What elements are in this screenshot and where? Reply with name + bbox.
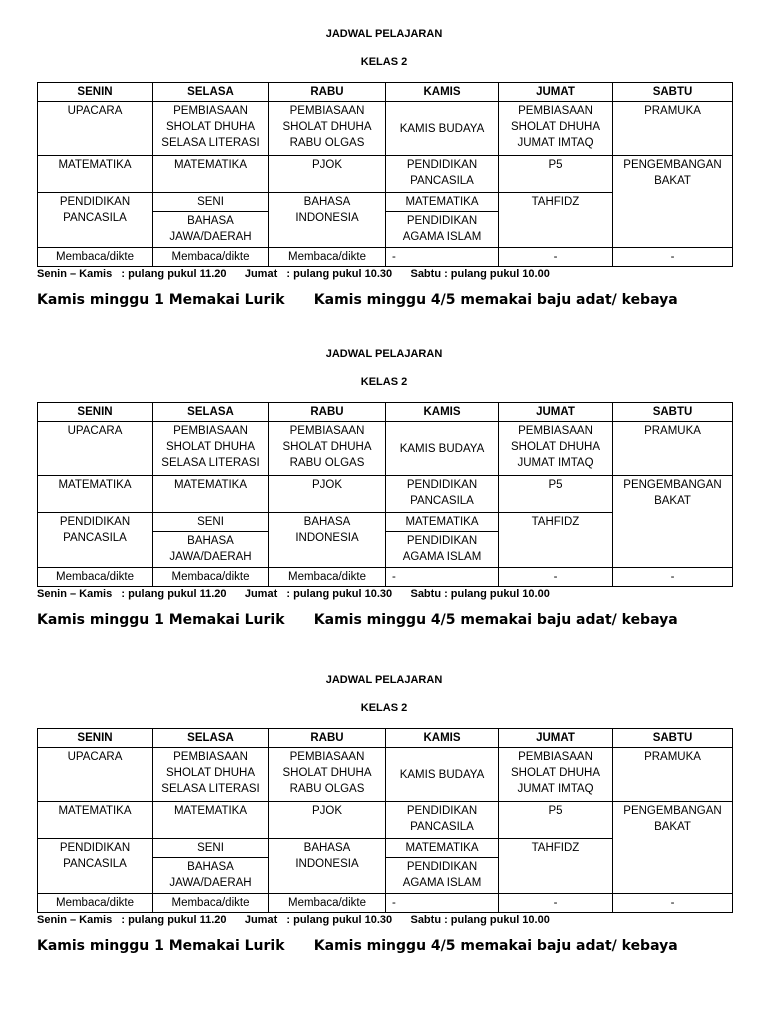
table-cell: UPACARA xyxy=(38,102,153,156)
table-cell: MATEMATIKA xyxy=(38,802,153,839)
day-header: RABU xyxy=(269,729,386,748)
table-row xyxy=(38,476,733,513)
table-cell: PRAMUKA xyxy=(613,748,733,802)
table-cell: - xyxy=(386,894,499,913)
schedule-title: JADWAL PELAJARAN xyxy=(325,28,443,40)
table-cell: - xyxy=(499,894,613,913)
table-cell: - xyxy=(386,248,499,267)
class-label: KELAS 2 xyxy=(360,56,408,68)
table-row xyxy=(38,156,733,193)
table-cell: PEMBIASAAN SHOLAT DHUHA RABU OLGAS xyxy=(269,102,386,156)
table-cell: MATEMATIKA xyxy=(386,513,499,532)
table-cell: - xyxy=(499,248,613,267)
dismissal-times: Senin – Kamis : pulang pukul 11.20 Jumat : pulang pukul 10.30 Sabtu : pulang pukul 10.00 xyxy=(37,268,550,280)
day-header: JUMAT xyxy=(499,83,613,102)
table-cell: PRAMUKA xyxy=(613,102,733,156)
table-row xyxy=(38,102,733,156)
table-cell: Membaca/dikte xyxy=(269,568,386,587)
table-cell: UPACARA xyxy=(38,748,153,802)
dress-code-note: Kamis minggu 1 Memakai Lurik Kamis minggu 4/5 memakai baju adat/ kebaya xyxy=(37,938,678,954)
table-row xyxy=(38,894,733,913)
schedule-table xyxy=(37,402,733,587)
table-cell: PJOK xyxy=(269,156,386,193)
table-cell: PENDIDIKAN PANCASILA xyxy=(386,476,499,513)
table-cell: PJOK xyxy=(269,802,386,839)
table-cell: PENDIDIKAN AGAMA ISLAM xyxy=(386,532,499,568)
day-header: SABTU xyxy=(613,83,733,102)
table-cell: Membaca/dikte xyxy=(269,248,386,267)
table-row xyxy=(38,248,733,267)
table-cell: KAMIS BUDAYA xyxy=(386,422,499,476)
table-cell: PENDIDIKAN PANCASILA xyxy=(38,839,153,894)
table-cell: - xyxy=(613,568,733,587)
table-cell: PENGEMBANGAN BAKAT xyxy=(613,156,733,248)
day-header: KAMIS xyxy=(386,729,499,748)
table-cell: BAHASA INDONESIA xyxy=(269,513,386,568)
table-cell: KAMIS BUDAYA xyxy=(386,102,499,156)
table-cell: Membaca/dikte xyxy=(153,894,269,913)
dress-code-note: Kamis minggu 1 Memakai Lurik Kamis minggu 4/5 memakai baju adat/ kebaya xyxy=(37,292,678,308)
day-header: SABTU xyxy=(613,729,733,748)
table-cell: Membaca/dikte xyxy=(38,248,153,267)
table-cell: PEMBIASAAN SHOLAT DHUHA RABU OLGAS xyxy=(269,422,386,476)
table-cell: TAHFIDZ xyxy=(499,193,613,248)
table-cell: P5 xyxy=(499,156,613,193)
schedule-table xyxy=(37,728,733,913)
table-cell: UPACARA xyxy=(38,422,153,476)
header-row xyxy=(38,403,733,422)
dismissal-times: Senin – Kamis : pulang pukul 11.20 Jumat : pulang pukul 10.30 Sabtu : pulang pukul 10.00 xyxy=(37,914,550,926)
table-cell: SENI xyxy=(153,193,269,212)
table-row xyxy=(38,748,733,802)
table-cell: PEMBIASAAN SHOLAT DHUHA SELASA LITERASI xyxy=(153,102,269,156)
table-cell: MATEMATIKA xyxy=(386,839,499,858)
table-cell: PENGEMBANGAN BAKAT xyxy=(613,476,733,568)
table-cell: BAHASA JAWA/DAERAH xyxy=(153,858,269,894)
table-cell: BAHASA JAWA/DAERAH xyxy=(153,532,269,568)
table-cell: SENI xyxy=(153,839,269,858)
table-cell: PENDIDIKAN PANCASILA xyxy=(38,513,153,568)
table-cell: - xyxy=(613,894,733,913)
table-cell: PENDIDIKAN PANCASILA xyxy=(386,156,499,193)
table-cell: SENI xyxy=(153,513,269,532)
day-header: SABTU xyxy=(613,403,733,422)
day-header: SELASA xyxy=(153,403,269,422)
day-header: RABU xyxy=(269,403,386,422)
day-header: KAMIS xyxy=(386,403,499,422)
day-header: KAMIS xyxy=(386,83,499,102)
schedule-title: JADWAL PELAJARAN xyxy=(325,674,443,686)
day-header: RABU xyxy=(269,83,386,102)
table-cell: Membaca/dikte xyxy=(153,568,269,587)
schedule-table xyxy=(37,82,733,267)
table-row xyxy=(38,422,733,476)
table-cell: PENDIDIKAN PANCASILA xyxy=(38,193,153,248)
table-cell: MATEMATIKA xyxy=(38,476,153,513)
header-row xyxy=(38,729,733,748)
table-cell: PEMBIASAAN SHOLAT DHUHA JUMAT IMTAQ xyxy=(499,102,613,156)
dismissal-times: Senin – Kamis : pulang pukul 11.20 Jumat : pulang pukul 10.30 Sabtu : pulang pukul 10.00 xyxy=(37,588,550,600)
table-cell: PEMBIASAAN SHOLAT DHUHA JUMAT IMTAQ xyxy=(499,748,613,802)
day-header: JUMAT xyxy=(499,729,613,748)
table-cell: BAHASA INDONESIA xyxy=(269,839,386,894)
table-cell: PJOK xyxy=(269,476,386,513)
table-cell: PRAMUKA xyxy=(613,422,733,476)
day-header: SENIN xyxy=(38,403,153,422)
day-header: SELASA xyxy=(153,83,269,102)
table-cell: PENDIDIKAN PANCASILA xyxy=(386,802,499,839)
table-cell: Membaca/dikte xyxy=(38,568,153,587)
table-cell: PENDIDIKAN AGAMA ISLAM xyxy=(386,212,499,248)
table-cell: BAHASA JAWA/DAERAH xyxy=(153,212,269,248)
table-cell: PEMBIASAAN SHOLAT DHUHA RABU OLGAS xyxy=(269,748,386,802)
table-row xyxy=(38,568,733,587)
table-row xyxy=(38,802,733,839)
table-cell: PEMBIASAAN SHOLAT DHUHA JUMAT IMTAQ xyxy=(499,422,613,476)
table-cell: MATEMATIKA xyxy=(386,193,499,212)
day-header: SENIN xyxy=(38,729,153,748)
table-cell: Membaca/dikte xyxy=(269,894,386,913)
table-cell: - xyxy=(499,568,613,587)
day-header: SENIN xyxy=(38,83,153,102)
table-cell: MATEMATIKA xyxy=(38,156,153,193)
dress-code-note: Kamis minggu 1 Memakai Lurik Kamis minggu 4/5 memakai baju adat/ kebaya xyxy=(37,612,678,628)
day-header: JUMAT xyxy=(499,403,613,422)
table-cell: - xyxy=(613,248,733,267)
table-cell: P5 xyxy=(499,476,613,513)
table-cell: - xyxy=(386,568,499,587)
table-cell: KAMIS BUDAYA xyxy=(386,748,499,802)
table-cell: TAHFIDZ xyxy=(499,513,613,568)
table-cell: Membaca/dikte xyxy=(153,248,269,267)
day-header: SELASA xyxy=(153,729,269,748)
table-cell: MATEMATIKA xyxy=(153,802,269,839)
table-cell: P5 xyxy=(499,802,613,839)
header-row xyxy=(38,83,733,102)
table-cell: PEMBIASAAN SHOLAT DHUHA SELASA LITERASI xyxy=(153,422,269,476)
table-cell: Membaca/dikte xyxy=(38,894,153,913)
table-cell: MATEMATIKA xyxy=(153,156,269,193)
table-cell: PENDIDIKAN AGAMA ISLAM xyxy=(386,858,499,894)
table-cell: PEMBIASAAN SHOLAT DHUHA SELASA LITERASI xyxy=(153,748,269,802)
table-cell: BAHASA INDONESIA xyxy=(269,193,386,248)
table-cell: TAHFIDZ xyxy=(499,839,613,894)
class-label: KELAS 2 xyxy=(360,376,408,388)
class-label: KELAS 2 xyxy=(360,702,408,714)
table-cell: MATEMATIKA xyxy=(153,476,269,513)
table-cell: PENGEMBANGAN BAKAT xyxy=(613,802,733,894)
schedule-title: JADWAL PELAJARAN xyxy=(325,348,443,360)
